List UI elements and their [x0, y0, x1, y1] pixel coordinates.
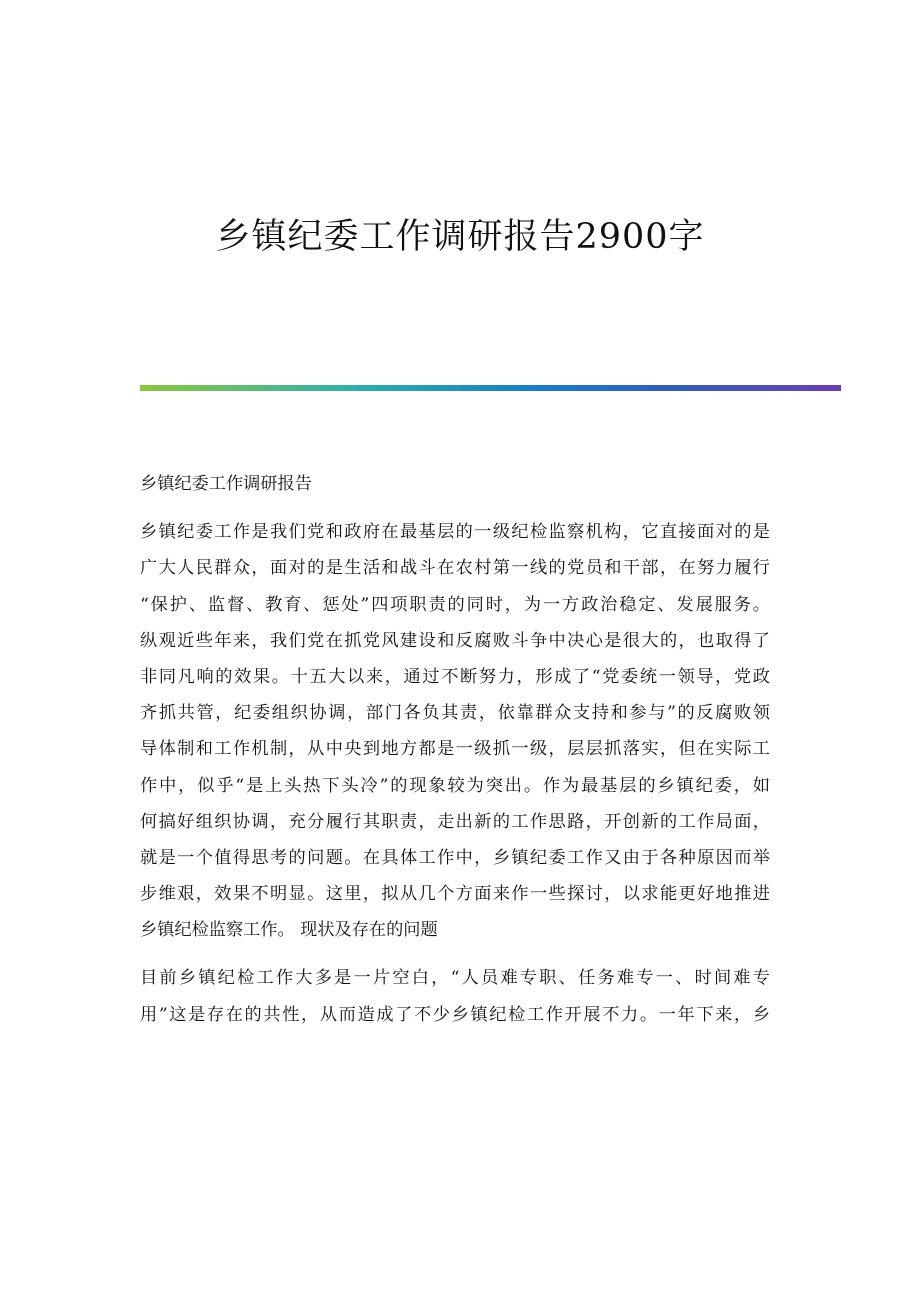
paragraph-line: 导体制和工作机制，从中央到地方都是一级抓一级，层层抓落实，但在实际工 [140, 739, 770, 760]
paragraph-line: 乡镇纪委工作是我们党和政府在最基层的一级纪检监察机构，它直接面对的是 [140, 522, 770, 543]
paragraph-line: 齐抓共管，纪委组织协调，部门各负其责，依靠群众支持和参与”的反腐败领 [140, 703, 770, 724]
paragraph-line: 目前乡镇纪检工作大多是一片空白，“人员难专职、任务难专一、时间难专 [140, 968, 770, 989]
paragraph-line: 就是一个值得思考的问题。在具体工作中，乡镇纪委工作又由于各种原因而举 [140, 847, 770, 868]
paragraph-gap [140, 502, 770, 514]
section-heading: 乡镇纪委工作调研报告 [140, 474, 312, 494]
gradient-divider [140, 385, 841, 391]
paragraph-gap [140, 948, 770, 960]
paragraph-line: 纵观近些年来，我们党在抓党风建设和反腐败斗争中决心是很大的，也取得了 [140, 630, 770, 651]
paragraph-line: 步维艰，效果不明显。这里，拟从几个方面来作一些探讨，以求能更好地推进 [140, 884, 770, 905]
paragraph-line: “保护、监督、教育、惩处”四项职责的同时，为一方政治稳定、发展服务。 [140, 594, 770, 615]
paragraph-line: 非同凡响的效果。十五大以来，通过不断努力，形成了“党委统一领导，党政 [140, 666, 770, 687]
document-title: 乡镇纪委工作调研报告2900字 [215, 217, 705, 257]
paragraph-line: 乡镇纪检监察工作。 现状及存在的问题 [140, 920, 438, 941]
paragraph-2 [140, 960, 770, 1032]
paragraph-1 [140, 514, 770, 948]
document-body [140, 466, 770, 1033]
paragraph-line: 何搞好组织协调，充分履行其职责，走出新的工作思路，开创新的工作局面， [140, 811, 770, 832]
paragraph-line: 广大人民群众，面对的是生活和战斗在农村第一线的党员和干部，在努力履行 [140, 558, 770, 579]
paragraph-line: 作中，似乎“是上头热下头冷”的现象较为突出。作为最基层的乡镇纪委，如 [140, 775, 770, 796]
paragraph-line: 用”这是存在的共性，从而造成了不少乡镇纪检工作开展不力。一年下来，乡 [140, 1004, 770, 1025]
